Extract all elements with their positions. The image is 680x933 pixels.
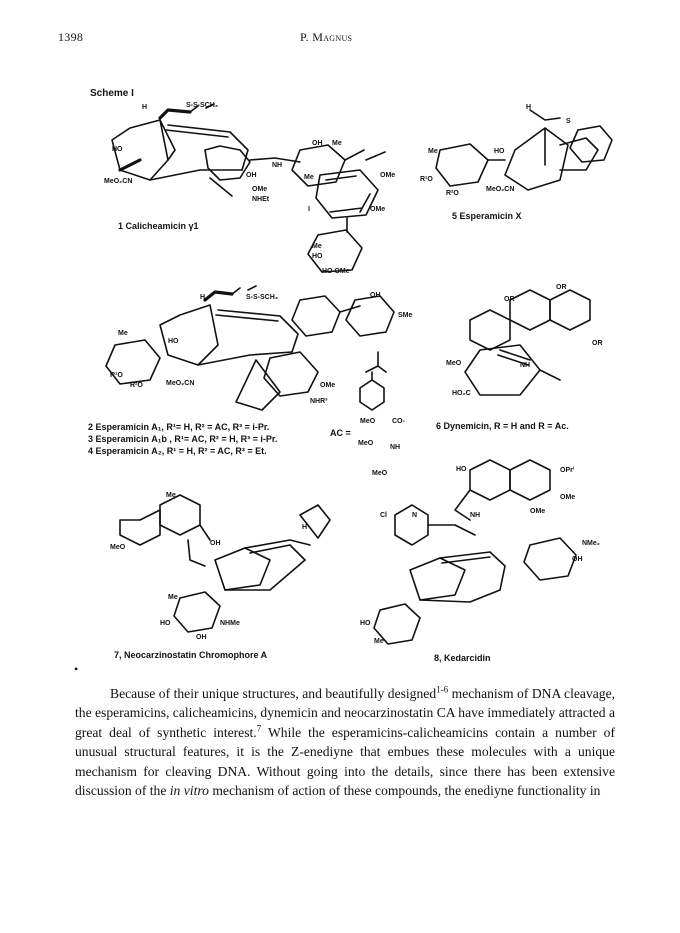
dynemicin-structure [465,290,590,395]
atom-label: Me [168,594,178,601]
atom-label: MeO₂CN [166,380,195,387]
atom-label: R¹O [110,372,123,379]
body-paragraph [75,684,615,800]
atom-label: NHR³ [310,398,328,405]
atom-label: Me [312,243,322,250]
atom-label: H [200,294,206,301]
atom-label: HO [360,620,371,627]
atom-label: OMe [560,494,576,501]
kedarcidin-structure [374,460,576,644]
atom-label: HO [112,146,123,153]
atom-label: CO- [392,418,405,425]
atom-label: NMe₂ [582,540,600,547]
atom-label: OR [592,340,603,347]
atom-label: Me [428,148,438,155]
atom-label: NH [520,362,531,369]
atom-label: MeO [110,544,126,551]
body-text-span: mechanism of DNA cleavage, the esperamicins, calicheamicins, dynemicin and neocarzinostatin CA have immediately attracted a great deal of synthetic interest. [75,686,615,740]
atom-label: H [302,524,308,531]
atom-label: Me [332,140,342,147]
in-vitro-italic: in vitro [169,783,209,799]
atom-label: NHMe [220,620,240,627]
neocarzinostatin-structure [120,495,330,632]
caption-calicheamicin: 1 Calicheamicin γ1 [118,221,199,231]
caption-esperamicin-a1b: 3 Esperamicin A₁b , R¹= AC, R² = H, R³ = i-Pr. [88,434,278,444]
caption-esperamicin-a1: 2 Esperamicin A₁, R¹= H, R² = AC, R³ = i-Pr. [88,422,270,432]
atom-label: S-S-SCH₃ [246,294,279,301]
atom-label: OH [210,540,221,547]
atom-label: OPrⁱ [560,467,575,474]
page-number: 1398 [58,30,84,44]
atom-label: MeO₂CN [104,178,133,185]
caption-kedarcidin: 8, Kedarcidin [434,653,491,663]
atom-label: HO [456,466,467,473]
atom-label: Cl [380,512,387,519]
atom-label: OH [246,172,257,179]
esperamicin-a-structure [106,286,394,410]
reference-superscript: 1-6 [436,684,449,695]
atom-label: NHEt [252,196,270,203]
atom-label: OR [504,296,515,303]
atom-label: OMe [380,172,396,179]
caption-esperamicin-x: 5 Esperamicin X [452,211,522,221]
atom-label: OH [312,140,323,147]
author-surname: Magnus [312,30,353,44]
atom-label: MeO [446,360,462,367]
atom-label: R²O [130,382,143,389]
atom-label: R¹O [420,176,433,183]
calicheamicin-structure [112,104,385,272]
atom-label: OH [572,556,583,563]
atom-label: Me [374,638,384,645]
body-text-span: mechanism of action of these compounds, the enediyne functionality in [208,783,601,799]
atom-label: R²O [446,190,459,197]
atom-label: MeO [360,418,376,425]
atom-label: OR [556,284,567,291]
atom-label: S [566,118,571,125]
atom-label: MeO [358,440,374,447]
atom-label: OMe [320,382,336,389]
body-text-span: Because of their unique structures, and beautifully designed [110,686,437,701]
ac-definition: AC = [330,428,351,438]
scheme-title: Scheme I [90,88,134,99]
atom-label: NH [390,444,401,451]
atom-label: HO₂C [452,390,471,397]
atom-label: Me [118,330,128,337]
atom-label: SMe [398,312,413,319]
atom-label: HO [494,148,505,155]
atom-label: HO [160,620,171,627]
atom-label: OMe [252,186,268,193]
reference-superscript: 7 [256,723,262,734]
bullet-mark: • [74,662,79,676]
atom-label: S-S-SCH₃ [186,102,219,109]
atom-label: HO [312,253,323,260]
atom-label: Me [304,174,314,181]
atom-label: HO [168,338,179,345]
atom-label: HO OMe [322,268,350,275]
atom-label: I [308,206,310,213]
caption-esperamicin-a2: 4 Esperamicin A₂, R¹ = H, R² = AC, R³ = Et. [88,446,267,456]
atom-label: OH [196,634,207,641]
atom-label: OH [370,292,381,299]
esperamicin-x-structure [436,110,612,190]
atom-label: H [142,104,148,111]
atom-label: N [412,512,418,519]
caption-neocarzinostatin: 7, Neocarzinostatin Chromophore A [114,650,268,660]
atom-label: NH [272,162,283,169]
atom-label: MeO [372,470,388,477]
body-text-span: While the esperamicins-calicheamicins contain a number of unusual structural features, it is the Z-enediyne that embues these molecules with a unique mechanism for cleaving DNA. Without going into the details, since there has been extensive discussion of the [75,724,616,799]
atom-label: NH [470,512,481,519]
author-initial: P. [300,30,313,44]
caption-dynemicin: 6 Dynemicin, R = H and R = Ac. [436,421,569,431]
atom-label: H [526,104,532,111]
atom-label: OMe [530,508,546,515]
atom-label: MeO₂CN [486,186,515,193]
atom-label: Me [166,492,176,499]
atom-label: OMe [370,206,386,213]
